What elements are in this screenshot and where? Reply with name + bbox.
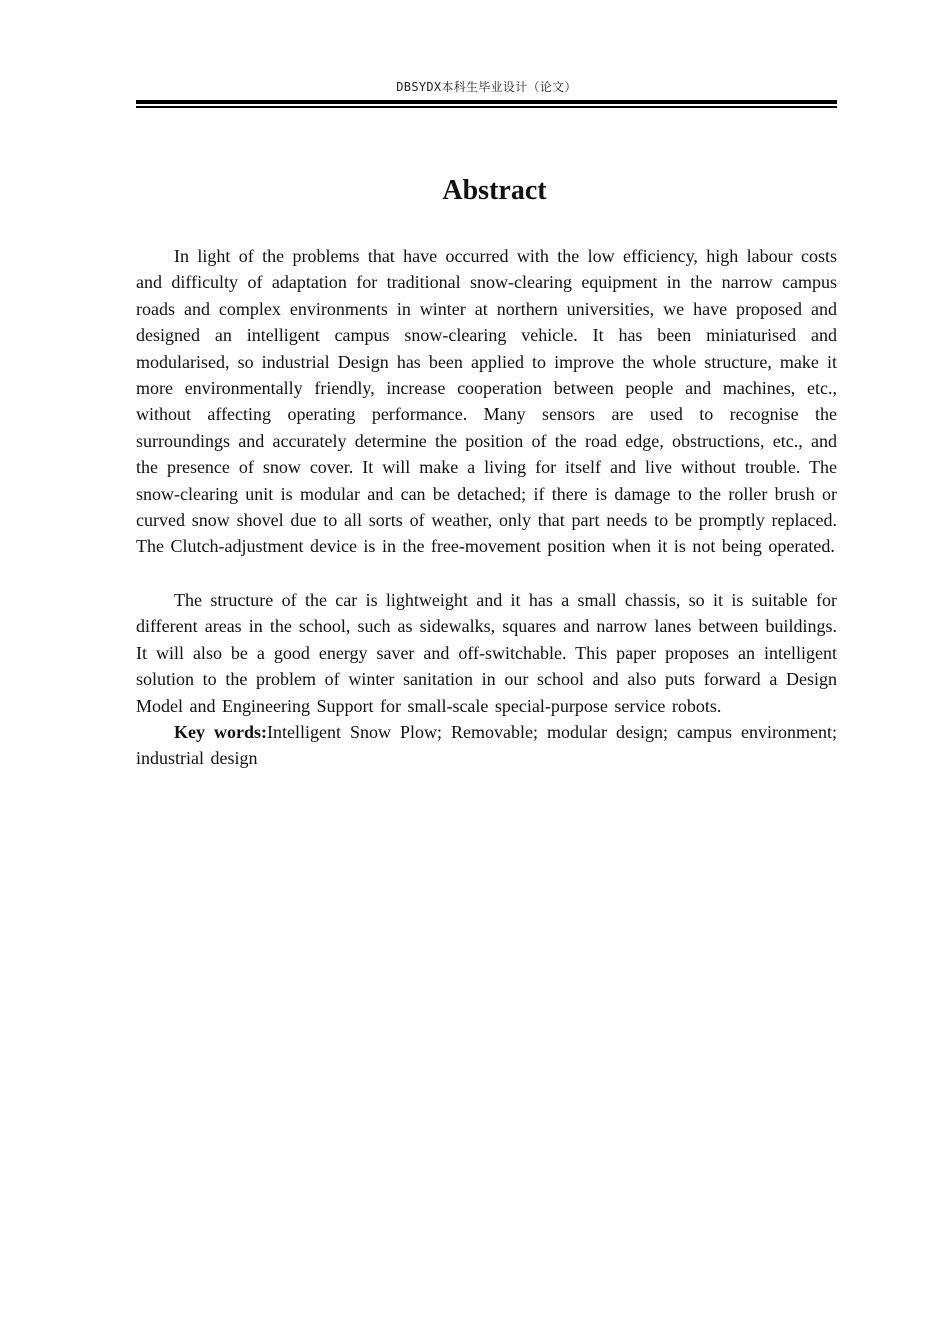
- keywords-line: [136, 719, 837, 772]
- keywords-label: Key words:: [174, 721, 267, 742]
- abstract-paragraph-1: In light of the problems that have occurred with the low efficiency, high labour costs and difficulty of adaptation for traditional snow-clearing equipment in the narrow campus roads and complex environments in winter at northern universities, we have proposed and designed an intelligent campus snow-clearing vehicle. It has been miniaturised and modularised, so industrial Design has been applied to improve the whole structure, make it more environmentally friendly, increase cooperation between people and machines, etc., without affecting operating performance. Many sensors are used to recognise the surroundings and accurately determine the position of the road edge, obstructions, etc., and the presence of snow cover. It will make a living for itself and live without trouble. The snow-clearing unit is modular and can be detached; if there is damage to the roller brush or curved snow shovel due to all sorts of weather, only that part needs to be promptly replaced. The Clutch-adjustment device is in the free-movement position when it is not being operated.: [136, 246, 837, 557]
- abstract-title: Abstract: [442, 175, 547, 206]
- abstract-body: [136, 243, 837, 772]
- header-rule-thin: [136, 106, 837, 108]
- running-header: DBSYDX本科生毕业设计（论文）: [396, 80, 577, 94]
- keywords-list: Intelligent Snow Plow; Removable; modular design; campus environment; industrial design: [136, 721, 837, 769]
- header-rule-thick: [136, 100, 837, 104]
- abstract-paragraph-2: The structure of the car is lightweight and it has a small chassis, so it is suitable for different areas in the school, such as sidewalks, squares and narrow lanes between buildings. It will also be a good energy saver and off-switchable. This paper proposes an intelligent solution to the problem of winter sanitation in our school and also puts forward a Design Model and Engineering Support for small-scale special-purpose service robots.: [136, 589, 837, 716]
